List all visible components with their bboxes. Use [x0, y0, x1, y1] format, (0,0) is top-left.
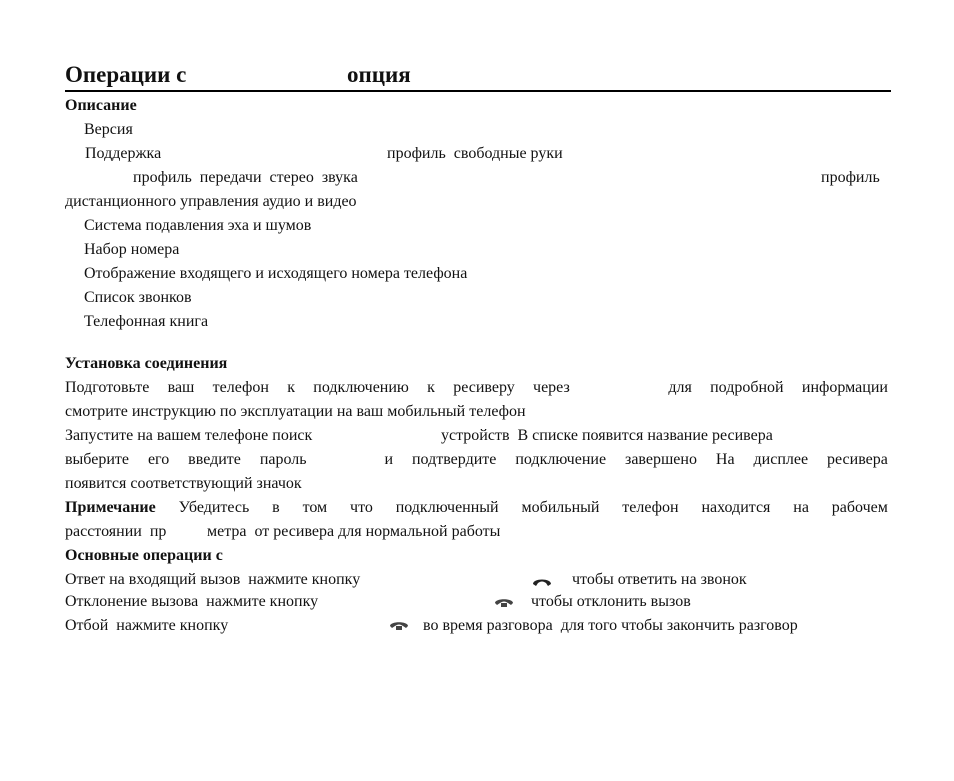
word: ресиверу	[453, 379, 515, 396]
word: пароль	[259, 451, 307, 468]
word: том	[302, 499, 328, 516]
avrcp-profile-text: профиль	[821, 169, 880, 186]
reject-line-text: Отклонение вызова нажмите кнопку	[65, 593, 319, 610]
support-label: Поддержка	[85, 145, 162, 162]
word: введите	[188, 451, 241, 468]
word: дисплее	[753, 451, 809, 468]
avrcp-profile-continued: дистанционного управления аудио и видео	[65, 193, 357, 210]
word: подключенный	[395, 499, 499, 516]
note-label: Примечание	[65, 499, 156, 516]
word: подключение	[515, 451, 607, 468]
word: подтвердите	[411, 451, 497, 468]
word: Подготовьте	[65, 379, 150, 396]
phone-answer-icon	[531, 574, 553, 588]
section-heading-description: Описание	[65, 97, 137, 114]
phone-hangup-icon	[493, 596, 515, 610]
page-title: Операции с	[65, 62, 187, 87]
feature-list-item: Отображение входящего и исходящего номера телефона	[84, 265, 468, 282]
word: ваш	[167, 379, 195, 396]
feature-list-item: Система подавления эха и шумов	[84, 217, 312, 234]
section-heading-connection: Установка соединения	[65, 355, 228, 372]
word: завершено	[625, 451, 697, 468]
page-title-continued: опция	[347, 62, 411, 87]
hfp-profile-text: профиль свободные руки	[387, 145, 563, 162]
section-heading-operations: Основные операции с	[65, 547, 223, 564]
word: на	[793, 499, 809, 516]
word: информации	[801, 379, 888, 396]
connection-line-2: смотрите инструкцию по эксплуатации на ваш мобильный телефон	[65, 403, 526, 420]
word: Убедитесь	[178, 499, 250, 516]
word: рабочем	[831, 499, 888, 516]
gap	[588, 378, 650, 398]
feature-list-item: Телефонная книга	[84, 313, 209, 330]
end-call-line-text: Отбой нажмите кнопку	[65, 617, 229, 634]
connection-line-5: появится соответствующий значок	[65, 475, 302, 492]
word: телефон	[212, 379, 269, 396]
version-line: Версия	[84, 121, 133, 138]
word: На	[715, 451, 735, 468]
note-line-2b: метра от ресивера для нормальной работы	[207, 523, 501, 540]
connection-line-3b: устройств В списке появится название ресивера	[441, 427, 773, 444]
phone-hangup-icon	[388, 619, 410, 633]
feature-list-item: Список звонков	[84, 289, 192, 306]
gap	[326, 450, 366, 470]
word: для	[668, 379, 692, 396]
word: к	[287, 379, 296, 396]
connection-line-4	[65, 450, 888, 470]
connection-line-3a: Запустите на вашем телефоне поиск	[65, 427, 313, 444]
word: подключению	[313, 379, 409, 396]
word: его	[147, 451, 170, 468]
note-line-1	[65, 498, 888, 518]
reject-line-end: чтобы отклонить вызов	[531, 593, 691, 610]
connection-line-1	[65, 378, 888, 398]
a2dp-profile-text: профиль передачи стерео звука	[133, 169, 358, 186]
word: телефон	[622, 499, 679, 516]
word: ресивера	[827, 451, 888, 468]
word: подробной	[710, 379, 784, 396]
title-divider	[65, 90, 891, 92]
word: мобильный	[521, 499, 600, 516]
word: что	[350, 499, 373, 516]
feature-list-item: Набор номера	[84, 241, 180, 258]
word: через	[533, 379, 570, 396]
word: в	[272, 499, 280, 516]
word: и	[384, 451, 394, 468]
word: выберите	[65, 451, 129, 468]
answer-line-text: Ответ на входящий вызов нажмите кнопку	[65, 571, 361, 588]
end-call-line-end: во время разговора для того чтобы закончить разговор	[423, 617, 798, 634]
answer-line-end: чтобы ответить на звонок	[572, 571, 747, 588]
note-line-2a: расстоянии пр	[65, 523, 167, 540]
word: к	[427, 379, 435, 396]
word: находится	[701, 499, 771, 516]
